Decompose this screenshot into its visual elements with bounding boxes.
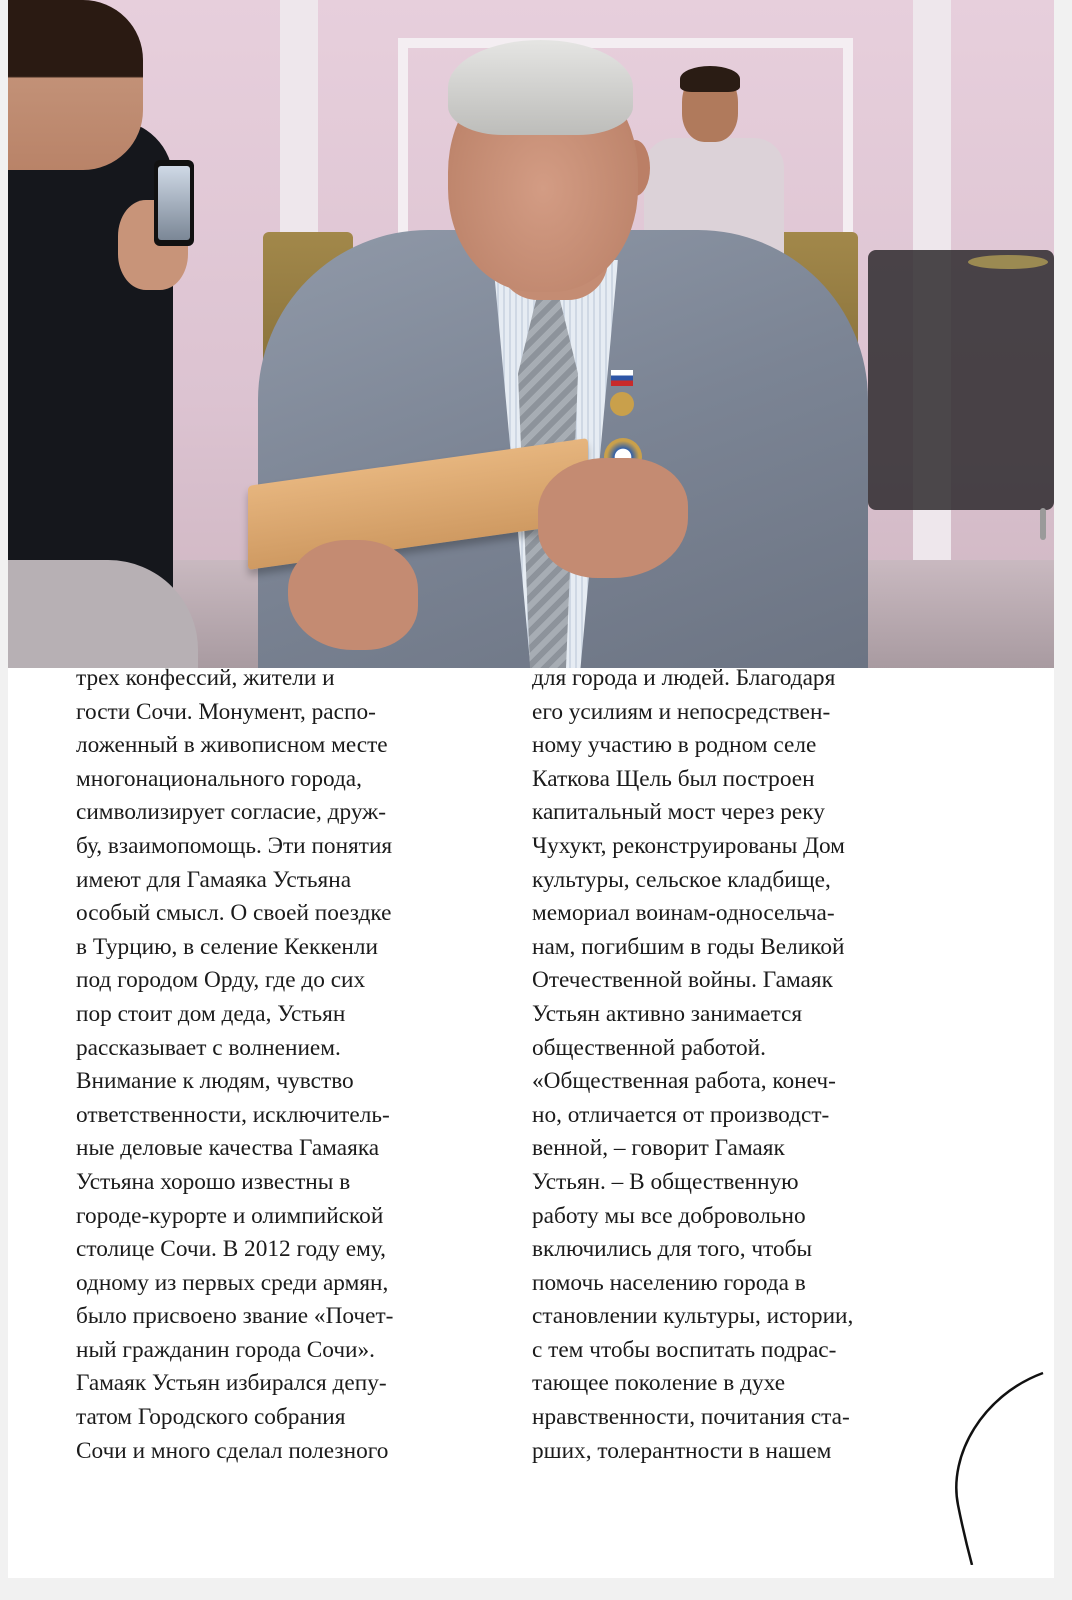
- article-photo: [8, 0, 1054, 668]
- text-line: мемориал воинам-односельча-: [532, 900, 835, 927]
- drum-kit: [868, 250, 1054, 510]
- text-line: Устьяна хорошо известны в: [76, 1168, 351, 1195]
- left-man-head: [8, 0, 143, 170]
- text-line: ные деловые качества Гамаяка: [76, 1135, 380, 1162]
- text-line: его усилиям и непосредствен-: [532, 698, 831, 725]
- text-line: столице Сочи. В 2012 году ему,: [76, 1236, 386, 1263]
- text-line: венной, – говорит Гамаяк: [532, 1135, 785, 1162]
- text-line: городе-курорте и олимпийской: [76, 1202, 384, 1229]
- article-column-left: [76, 662, 393, 1468]
- background-man-hair: [680, 66, 740, 92]
- text-line: нравственности, почитания ста-: [532, 1404, 850, 1431]
- text-line: капитальный мост через реку: [532, 799, 825, 826]
- text-line: в Турцию, в селение Кеккенли: [76, 933, 378, 960]
- text-line: работу мы все добровольно: [532, 1202, 806, 1229]
- smartphone-screen: [158, 166, 190, 240]
- bottom-bar: [0, 1578, 1072, 1600]
- text-line: имеют для Гамаяка Устьяна: [76, 866, 352, 893]
- cymbal: [968, 255, 1048, 269]
- text-line: Устьян активно занимается: [532, 1000, 803, 1027]
- text-line: ответственности, исключитель-: [76, 1101, 390, 1128]
- scrollbar-thumb[interactable]: [1040, 508, 1046, 540]
- text-line: «Общественная работа, конеч-: [532, 1068, 836, 1095]
- text-line: символизирует согласие, друж-: [76, 799, 387, 826]
- text-line: тающее поколение в духе: [532, 1370, 786, 1397]
- text-line: бу, взаимопомощь. Эти понятия: [76, 832, 393, 859]
- text-line: нам, погибшим в годы Великой: [532, 933, 845, 960]
- text-line: ному участию в родном селе: [532, 732, 817, 759]
- text-line: становлении культуры, истории,: [532, 1303, 854, 1330]
- gold-medal-icon: [610, 392, 634, 416]
- text-line: Чухукт, реконструированы Дом: [532, 832, 845, 859]
- text-line: помочь населению города в: [532, 1269, 806, 1296]
- text-line: Гамаяк Устьян избирался депу-: [76, 1370, 387, 1397]
- text-line: татом Городского собрания: [76, 1404, 346, 1431]
- text-line: для города и людей. Благодаря: [532, 665, 836, 691]
- text-line: Каткова Щель был построен: [532, 765, 815, 792]
- text-line: трех конфессий, жители и: [76, 665, 335, 691]
- text-line: Устьян. – В общественную: [532, 1168, 799, 1195]
- text-line: рших, толерантности в нашем: [532, 1437, 832, 1464]
- text-line: с тем чтобы воспитать подрас-: [532, 1336, 837, 1363]
- article-column-right: [532, 662, 853, 1468]
- text-line: ложенный в живописном месте: [76, 732, 388, 759]
- text-line: одному из первых среди армян,: [76, 1269, 389, 1296]
- left-hand: [288, 540, 418, 650]
- text-line: Сочи и много сделал полезного: [76, 1437, 389, 1464]
- man-hair: [448, 40, 633, 135]
- decorative-arc-icon: [938, 1365, 1054, 1565]
- text-line: было присвоено звание «Почет-: [76, 1303, 394, 1330]
- text-line: пор стоит дом деда, Устьян: [76, 1000, 346, 1027]
- text-line: многонационального города,: [76, 765, 362, 792]
- text-line: общественной работой.: [532, 1034, 766, 1061]
- text-line: Отечественной войны. Гамаяк: [532, 967, 833, 994]
- text-line: гости Сочи. Монумент, распо-: [76, 698, 376, 725]
- text-line: Внимание к людям, чувство: [76, 1068, 354, 1095]
- text-line: ный гражданин города Сочи».: [76, 1336, 375, 1363]
- text-line: рассказывает с волнением.: [76, 1034, 341, 1061]
- magazine-page: [8, 0, 1054, 1578]
- text-line: культуры, сельское кладбище,: [532, 866, 831, 893]
- text-line: но, отличается от производст-: [532, 1101, 830, 1128]
- text-line: под городом Орду, где до сих: [76, 967, 366, 994]
- text-line: включились для того, чтобы: [532, 1236, 813, 1263]
- right-hand: [538, 458, 688, 578]
- text-line: особый смысл. О своей поездке: [76, 900, 392, 927]
- russian-flag-pin-icon: [611, 370, 633, 386]
